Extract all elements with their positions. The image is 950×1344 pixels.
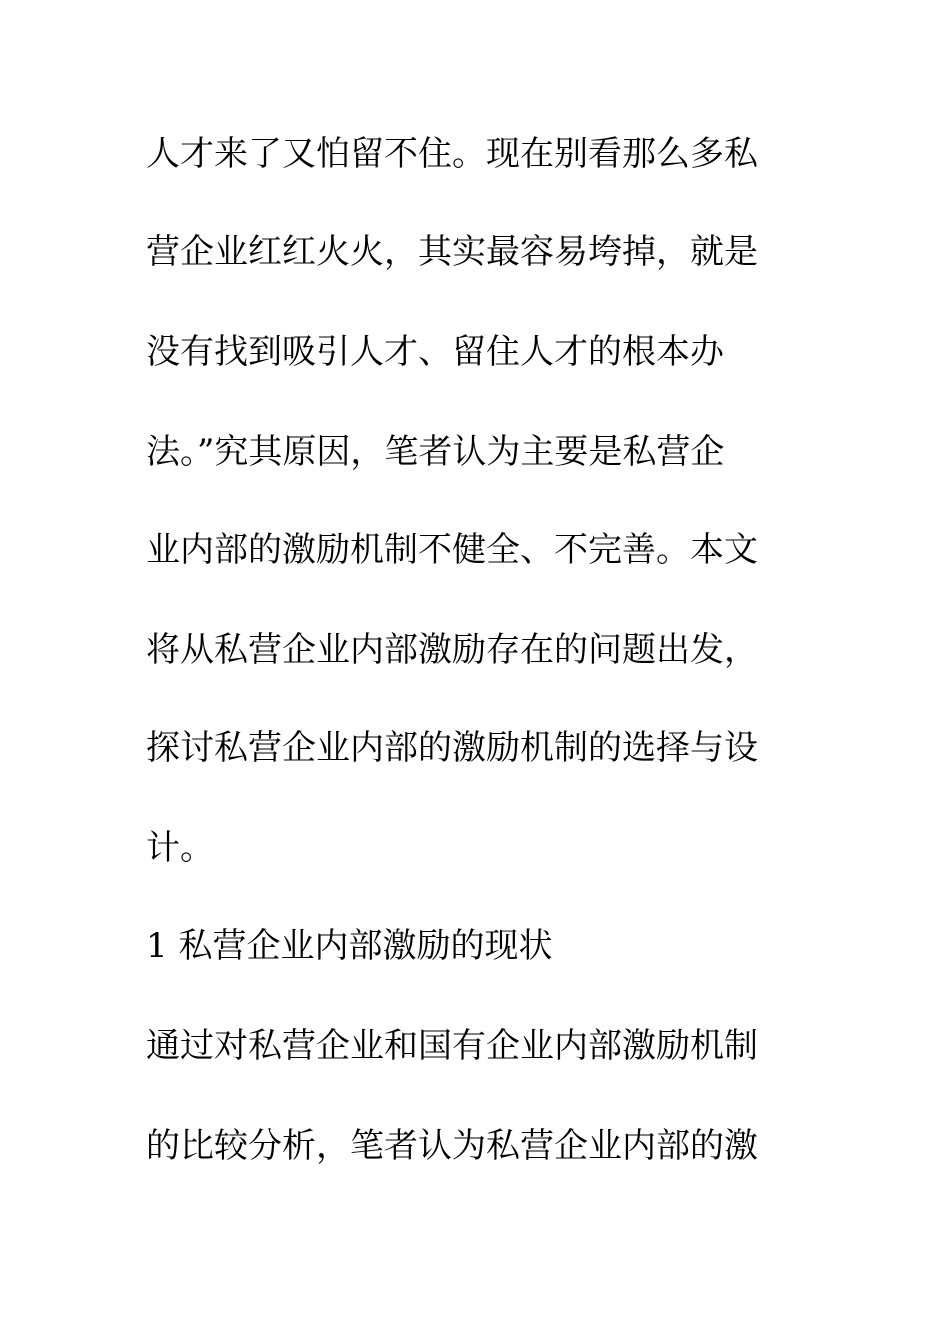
body-text-line: 将从私营企业内部激励存在的问题出发， [146,630,758,670]
body-text-line: 通过对私营企业和国有企业内部激励机制 [146,1026,758,1066]
body-text-line: 没有找到吸引人才、留住人才的根本办 [146,332,724,372]
section-heading: 1 私营企业内部激励的现状 [146,926,553,966]
body-text-line: 计。 [146,828,214,868]
body-text-line: 法。”究其原因，笔者认为主要是私营企 [146,432,725,472]
body-text-line: 的比较分析，笔者认为私营企业内部的激 [146,1126,758,1166]
body-text-line: 业内部的激励机制不健全、不完善。本文 [146,530,758,570]
body-text-line: 探讨私营企业内部的激励机制的选择与设 [146,728,758,768]
body-text-line: 人才来了又怕留不住。现在别看那么多私 [146,134,758,174]
body-text-line: 营企业红红火火，其实最容易垮掉，就是 [146,232,758,272]
